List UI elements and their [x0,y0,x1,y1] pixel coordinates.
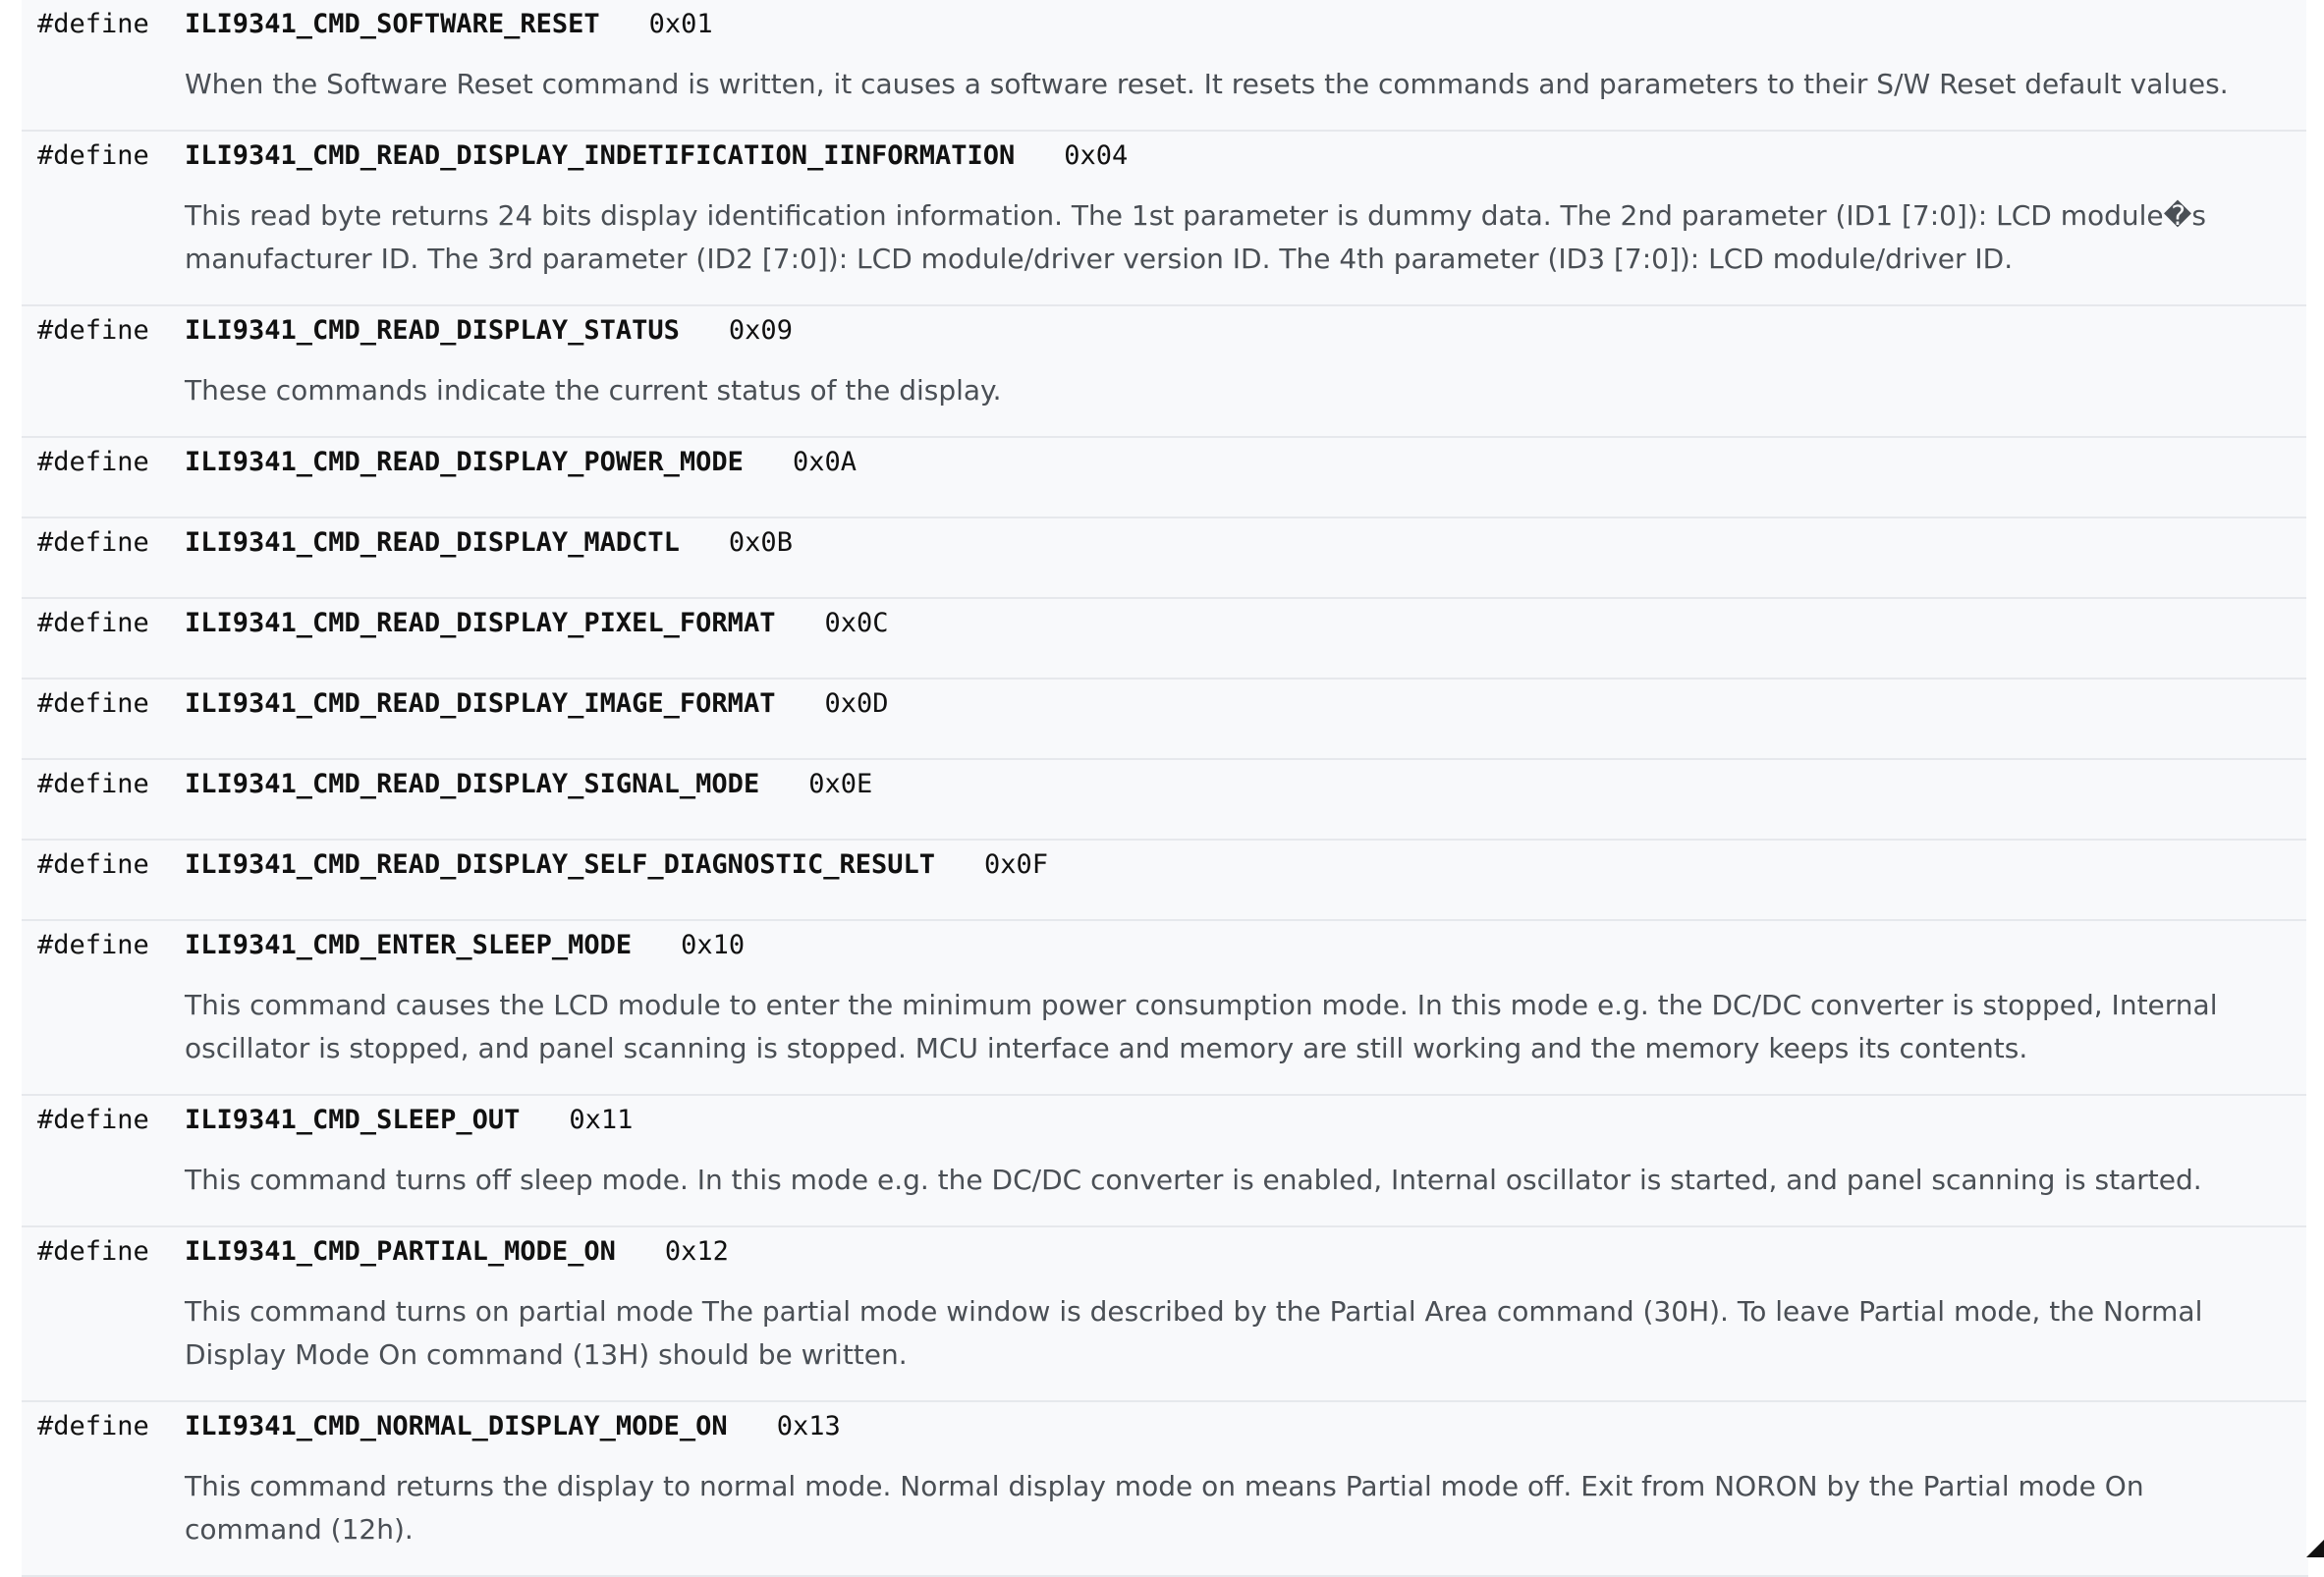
define-row-sleep-out [22,1096,2308,1227]
define-description: This command turns on partial mode The partial mode window is described by the Partial Area command (30H). To leave Partial mode, the Normal Display Mode On command (13H) should be written. [185,1295,2203,1371]
define-description: This command returns the display to normal mode. Normal display mode on means Partial mode off. Exit from NORON by the Partial mode On command (12h). [185,1470,2144,1546]
define-row-enter-sleep-mode [22,921,2308,1096]
define-value: 0x0D [824,687,889,719]
define-name-link[interactable]: ILI9341_CMD_SOFTWARE_RESET [185,8,600,39]
define-value: 0x0F [984,848,1049,880]
define-signature [37,1100,2308,1139]
define-name-link[interactable]: ILI9341_CMD_READ_DISPLAY_IMAGE_FORMAT [185,687,776,719]
define-keyword: #define [37,446,149,477]
define-keyword: #define [37,1104,149,1135]
define-value: 0x01 [648,8,713,39]
define-value: 0x04 [1064,139,1129,171]
define-keyword: #define [37,8,149,39]
define-keyword: #define [37,929,149,960]
define-name-link[interactable]: ILI9341_CMD_ENTER_SLEEP_MODE [185,929,633,960]
define-name-link[interactable]: ILI9341_CMD_PARTIAL_MODE_ON [185,1235,616,1267]
define-row-software-reset [22,0,2308,132]
define-value: 0x12 [664,1235,729,1267]
define-keyword: #define [37,139,149,171]
page-right-edge [2306,0,2324,1557]
define-keyword: #define [37,607,149,638]
define-signature [37,136,2308,175]
define-keyword: #define [37,848,149,880]
define-value: 0x11 [569,1104,634,1135]
define-row-read-display-pixel-format [22,599,2308,680]
define-keyword: #define [37,314,149,346]
define-description: When the Software Reset command is written, it causes a software reset. It resets the commands and parameters to their S/W Reset default values. [185,68,2229,100]
define-row-read-display-status [22,306,2308,438]
define-name-link[interactable]: ILI9341_CMD_READ_DISPLAY_SIGNAL_MODE [185,768,760,799]
define-row-read-display-image-format [22,680,2308,760]
define-name-link[interactable]: ILI9341_CMD_READ_DISPLAY_INDETIFICATION_IINFORMATION [185,139,1016,171]
define-name-link[interactable]: ILI9341_CMD_SLEEP_OUT [185,1104,521,1135]
define-keyword: #define [37,687,149,719]
define-name-link[interactable]: ILI9341_CMD_READ_DISPLAY_MADCTL [185,526,680,558]
define-signature [37,1231,2308,1271]
define-row-normal-display-mode-on [22,1402,2308,1577]
define-keyword: #define [37,768,149,799]
define-description: This read byte returns 24 bits display identification information. The 1st parameter is dummy data. The 2nd parameter (ID1 [7:0]): LCD module�s manufacturer ID. The 3rd parameter (ID2 [7:0]): LCD module/driver version ID. The 4th parameter (ID3 [7:0]): LCD module/driver ID. [185,199,2206,275]
define-signature [37,603,2308,642]
define-name-link[interactable]: ILI9341_CMD_READ_DISPLAY_STATUS [185,314,680,346]
define-row-read-display-madctl [22,518,2308,599]
define-value: 0x10 [681,929,746,960]
define-row-read-display-identification [22,132,2308,306]
define-value: 0x0C [824,607,889,638]
define-keyword: #define [37,1410,149,1441]
resize-corner-icon [2306,1540,2324,1557]
define-keyword: #define [37,526,149,558]
define-signature [37,925,2308,964]
define-value: 0x0A [792,446,857,477]
define-row-read-display-self-diagnostic [22,841,2308,921]
define-name-link[interactable]: ILI9341_CMD_NORMAL_DISPLAY_MODE_ON [185,1410,728,1441]
define-signature [37,310,2308,350]
define-name-link[interactable]: ILI9341_CMD_READ_DISPLAY_POWER_MODE [185,446,744,477]
define-signature [37,683,2308,723]
define-name-link[interactable]: ILI9341_CMD_READ_DISPLAY_SELF_DIAGNOSTIC_RESULT [185,848,936,880]
define-description: This command causes the LCD module to enter the minimum power consumption mode. In this mode e.g. the DC/DC converter is stopped, Internal oscillator is stopped, and panel scanning is stopped. MCU interface and memory are still working and the memory keeps its contents. [185,989,2218,1064]
define-value: 0x0B [728,526,793,558]
define-row-partial-mode-on [22,1227,2308,1402]
define-signature [37,442,2308,481]
define-row-read-display-signal-mode [22,760,2308,841]
define-signature [37,1406,2308,1445]
define-signature [37,522,2308,562]
define-keyword: #define [37,1235,149,1267]
define-value: 0x0E [808,768,873,799]
define-name-link[interactable]: ILI9341_CMD_READ_DISPLAY_PIXEL_FORMAT [185,607,776,638]
define-description: This command turns off sleep mode. In this mode e.g. the DC/DC converter is enabled, Internal oscillator is started, and panel scanning is started. [185,1164,2202,1196]
define-signature [37,844,2308,884]
define-row-read-display-power-mode [22,438,2308,518]
define-signature [37,764,2308,803]
define-list [22,0,2308,1577]
define-signature [37,4,2308,43]
define-value: 0x13 [776,1410,841,1441]
define-value: 0x09 [728,314,793,346]
define-description: These commands indicate the current status of the display. [185,374,1002,407]
